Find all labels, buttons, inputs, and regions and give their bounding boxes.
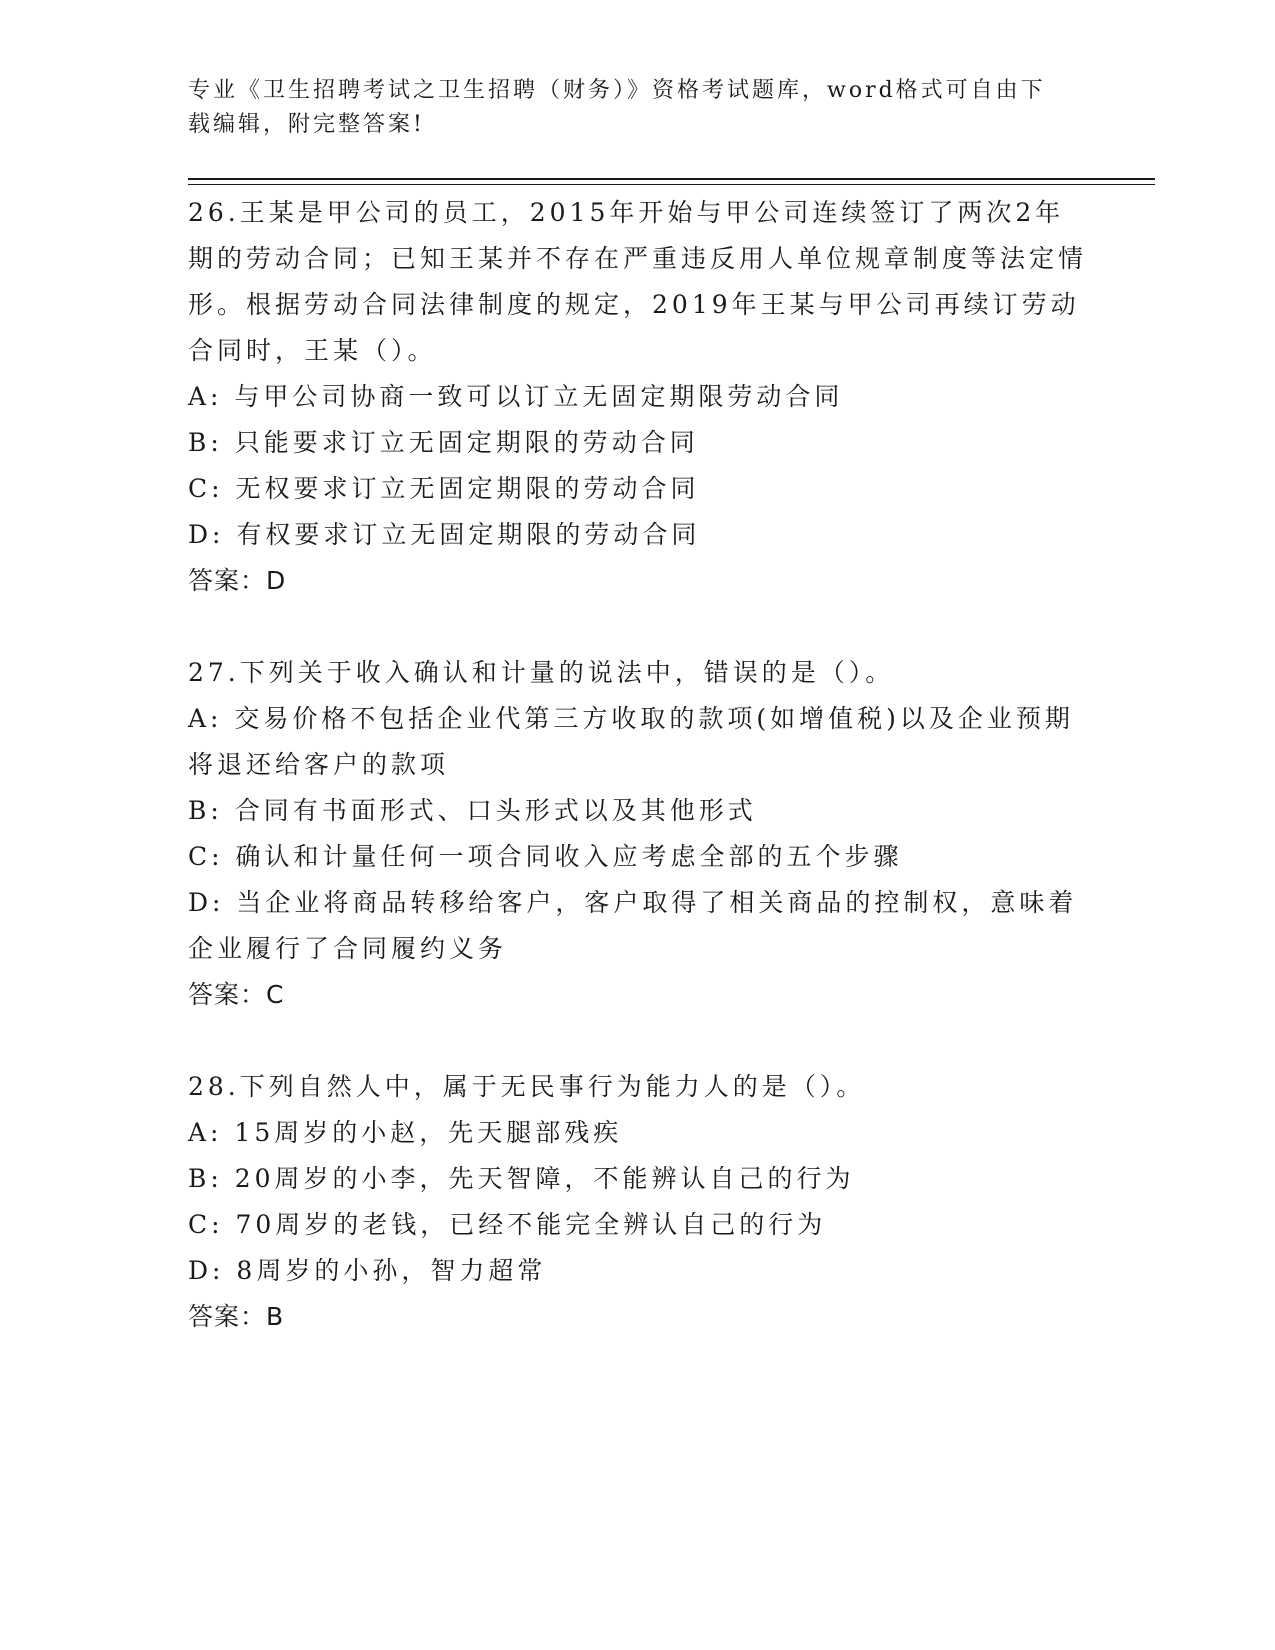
answer-line: 答案：D <box>188 566 287 595</box>
option-a: A: 交易价格不包括企业代第三方收取的款项(如增值税)以及企业预期将退还给客户的款项 <box>188 704 1074 779</box>
option-a: A: 15周岁的小赵，先天腿部残疾 <box>188 1118 623 1147</box>
option-d: D: 8周岁的小孙，智力超常 <box>188 1256 547 1285</box>
option-d: D: 有权要求订立无固定期限的劳动合同 <box>188 520 701 549</box>
option-d: D: 当企业将商品转移给客户，客户取得了相关商品的控制权，意味着企业履行了合同履约义务 <box>188 888 1078 963</box>
question-spacer <box>188 604 1088 650</box>
option-c: C: 70周岁的老钱，已经不能完全辨认自己的行为 <box>188 1210 827 1239</box>
option-a: A: 与甲公司协商一致可以订立无固定期限劳动合同 <box>188 382 844 411</box>
option-b: B: 合同有书面形式、口头形式以及其他形式 <box>188 796 757 825</box>
option-b: B: 只能要求订立无固定期限的劳动合同 <box>188 428 699 457</box>
header-divider-thick <box>188 178 1155 180</box>
header-divider-thin <box>188 184 1155 185</box>
question-stem: 28.下列自然人中，属于无民事行为能力人的是（）。 <box>188 1072 866 1101</box>
answer-line: 答案：C <box>188 980 285 1009</box>
question-stem: 26.王某是甲公司的员工，2015年开始与甲公司连续签订了两次2年期的劳动合同；已知王某并不存在严重违反用人单位规章制度等法定情形。根据劳动合同法律制度的规定，2019年王某与甲公司再续订劳动合同时，王某（）。 <box>188 198 1088 365</box>
question-stem: 27.下列关于收入确认和计量的说法中，错误的是（）。 <box>188 658 895 687</box>
option-b: B: 20周岁的小李，先天智障，不能辨认自己的行为 <box>188 1164 855 1193</box>
question-27 <box>188 650 1088 1018</box>
question-28 <box>188 1064 1088 1340</box>
question-spacer <box>188 1018 1088 1064</box>
question-26 <box>188 190 1088 604</box>
question-list <box>188 190 1088 1340</box>
document-header: 专业《卫生招聘考试之卫生招聘（财务）》资格考试题库，word格式可自由下载编辑，附完整答案! <box>188 78 1046 137</box>
option-c: C: 无权要求订立无固定期限的劳动合同 <box>188 474 700 503</box>
answer-line: 答案：B <box>188 1302 285 1331</box>
option-c: C: 确认和计量任何一项合同收入应考虑全部的五个步骤 <box>188 842 903 871</box>
